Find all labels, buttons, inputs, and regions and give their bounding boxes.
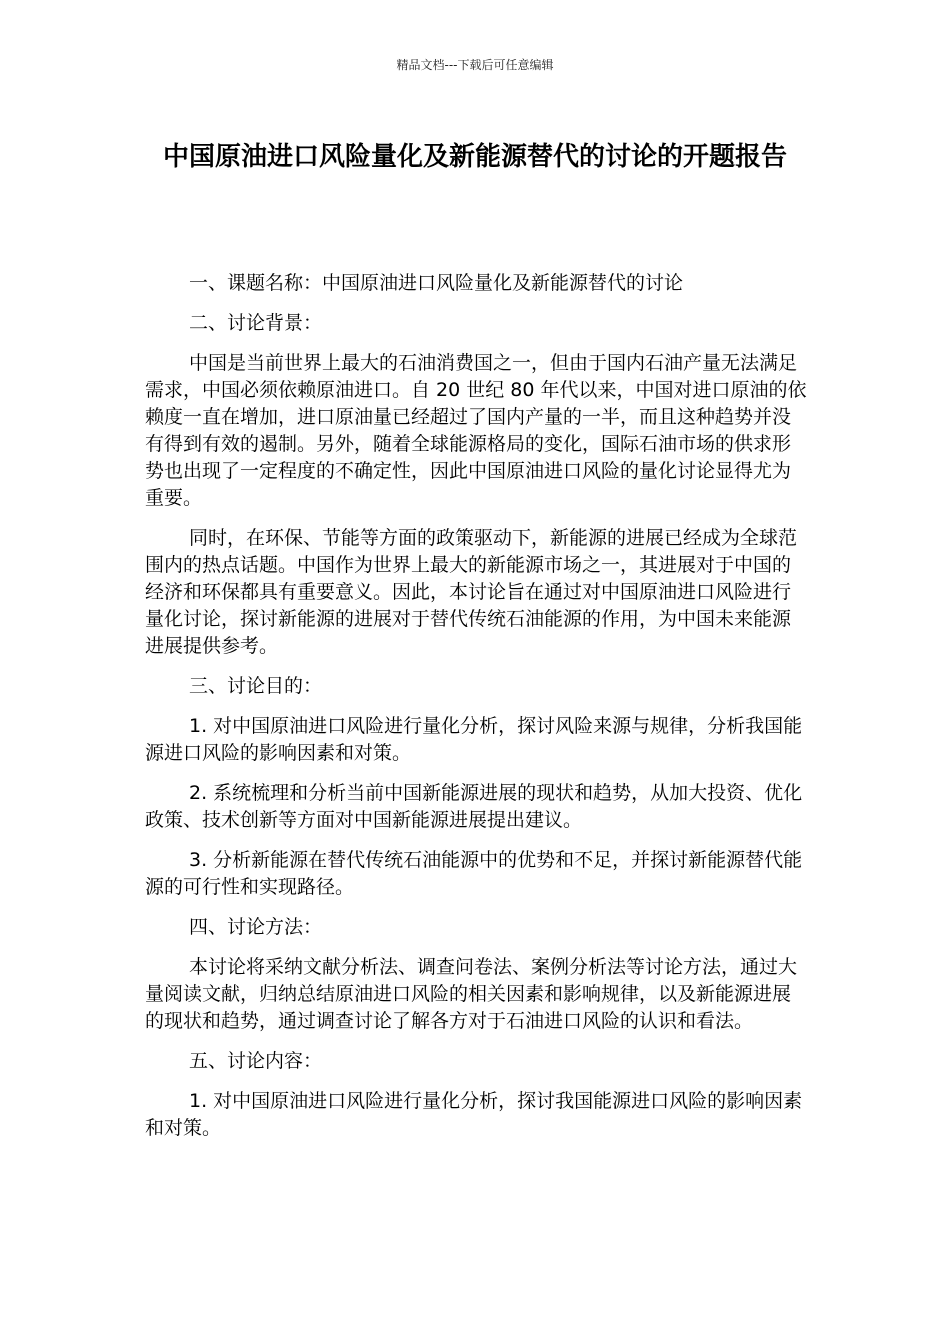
purpose-item-3: 3. 分析新能源在替代传统石油能源中的优势和不足，并探讨新能源替代能源的可行性和实现路径。 (145, 849, 803, 898)
background-paragraph-2: 同时，在环保、节能等方面的政策驱动下，新能源的进展已经成为全球范围内的热点话题。中国作为世界上最大的新能源市场之一，其进展对于中国的经济和环保都具有重要意义。因此，本讨论旨在通过对中国原油进口风险进行量化讨论，探讨新能源的进展对于替代传统石油能源的作用，为中国未来能源进展提供参考。 (145, 527, 798, 657)
section-purpose-heading: 三、讨论目的： (189, 675, 323, 697)
method-paragraph: 本讨论将采纳文献分析法、调查问卷法、案例分析法等讨论方法，通过大量阅读文献，归纳总结原油进口风险的相关因素和影响规律，以及新能源进展的现状和趋势，通过调查讨论了解各方对于石油进口风险的认识和看法。 (145, 956, 798, 1032)
background-paragraph-1: 中国是当前世界上最大的石油消费国之一，但由于国内石油产量无法满足需求，中国必须依赖原油进口。自 20 世纪 80 年代以来，中国对进口原油的依赖度一直在增加，进口原油量已经超过了国内产量的一半，而且这种趋势并没有得到有效的遏制。另外，随着全球能源格局的变化，国际石油市场的供求形势也出现了一定程度的不确定性，因此中国原油进口风险的量化讨论显得尤为重要。 (145, 352, 807, 509)
section-background-heading: 二、讨论背景： (189, 312, 323, 334)
purpose-item-1: 1. 对中国原油进口风险进行量化分析，探讨风险来源与规律，分析我国能源进口风险的影响因素和对策。 (145, 715, 803, 764)
document-body (145, 270, 807, 1155)
section-content-heading: 五、讨论内容： (189, 1050, 323, 1072)
purpose-item-2: 2. 系统梳理和分析当前中国新能源进展的现状和趋势，从加大投资、优化政策、技术创新等方面对中国新能源进展提出建议。 (145, 782, 803, 831)
section-method-heading: 四、讨论方法： (189, 916, 323, 938)
document-title: 中国原油进口风险量化及新能源替代的讨论的开题报告 (162, 142, 787, 172)
section-topic-name: 一、课题名称：中国原油进口风险量化及新能源替代的讨论 (189, 272, 684, 294)
content-item-1: 1. 对中国原油进口风险进行量化分析，探讨我国能源进口风险的影响因素和对策。 (145, 1090, 803, 1139)
header-note: 精品文档---下载后可任意编辑 (396, 58, 554, 72)
